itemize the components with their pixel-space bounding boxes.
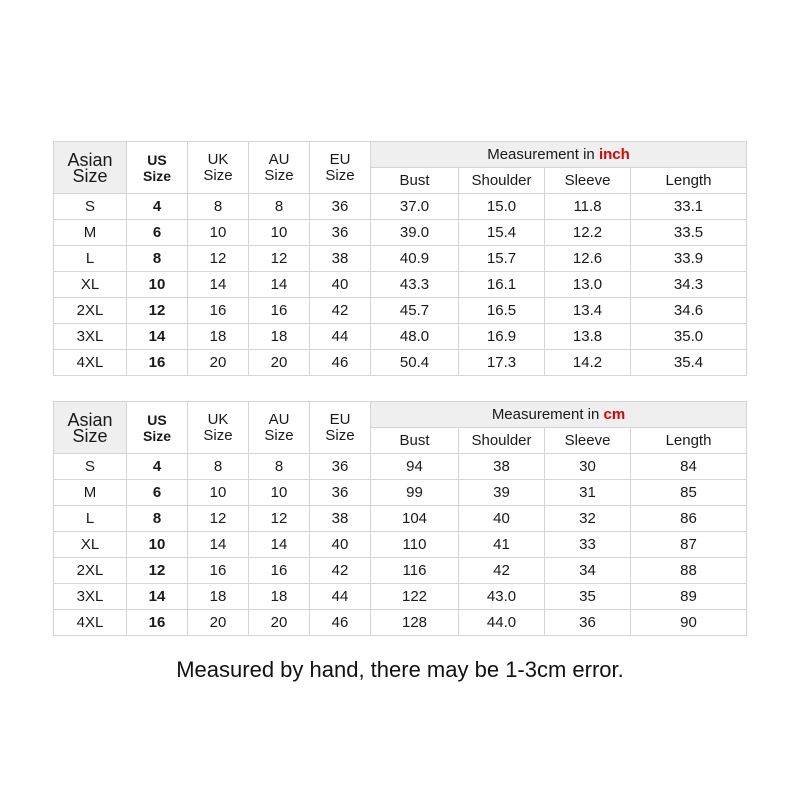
cell-sleeve: 31 <box>545 480 631 506</box>
cell-shoulder: 42 <box>459 558 545 584</box>
cell-us-size: 4 <box>127 194 188 220</box>
cell-length: 34.3 <box>631 272 747 298</box>
cell-eu-size: 36 <box>310 480 371 506</box>
cell-asian-size: M <box>54 480 127 506</box>
cell-uk-size: 10 <box>188 220 249 246</box>
cell-us-size: 6 <box>127 220 188 246</box>
cell-eu-size: 44 <box>310 324 371 350</box>
cell-sleeve: 13.8 <box>545 324 631 350</box>
cell-eu-size: 42 <box>310 298 371 324</box>
cell-au-size: 12 <box>249 506 310 532</box>
cell-sleeve: 33 <box>545 532 631 558</box>
cell-au-size: 8 <box>249 194 310 220</box>
cell-sleeve: 32 <box>545 506 631 532</box>
cell-length: 89 <box>631 584 747 610</box>
table-row <box>54 194 747 220</box>
cell-asian-size: L <box>54 246 127 272</box>
cell-length: 90 <box>631 610 747 636</box>
cell-shoulder: 40 <box>459 506 545 532</box>
cell-au-size: 12 <box>249 246 310 272</box>
cell-bust: 40.9 <box>371 246 459 272</box>
header-au-size: AU Size <box>249 402 310 454</box>
cell-us-size: 14 <box>127 584 188 610</box>
cell-uk-size: 12 <box>188 246 249 272</box>
cell-bust: 110 <box>371 532 459 558</box>
header-eu-size: EU Size <box>310 142 371 194</box>
table-row <box>54 220 747 246</box>
cell-au-size: 18 <box>249 324 310 350</box>
table-row <box>54 584 747 610</box>
cell-bust: 94 <box>371 454 459 480</box>
table-row <box>54 506 747 532</box>
cell-length: 33.1 <box>631 194 747 220</box>
header-shoulder: Shoulder <box>459 168 545 194</box>
table-row <box>54 532 747 558</box>
cell-asian-size: XL <box>54 272 127 298</box>
table-row <box>54 298 747 324</box>
cell-us-size: 10 <box>127 532 188 558</box>
table-row <box>54 610 747 636</box>
cell-us-size: 8 <box>127 506 188 532</box>
cell-uk-size: 18 <box>188 324 249 350</box>
table-row <box>54 324 747 350</box>
cell-us-size: 16 <box>127 350 188 376</box>
cell-length: 33.9 <box>631 246 747 272</box>
cell-length: 33.5 <box>631 220 747 246</box>
cell-eu-size: 46 <box>310 610 371 636</box>
cell-au-size: 14 <box>249 532 310 558</box>
cell-eu-size: 40 <box>310 532 371 558</box>
header-sleeve: Sleeve <box>545 168 631 194</box>
cell-au-size: 18 <box>249 584 310 610</box>
cell-sleeve: 12.2 <box>545 220 631 246</box>
cell-eu-size: 46 <box>310 350 371 376</box>
cell-bust: 104 <box>371 506 459 532</box>
header-bust: Bust <box>371 428 459 454</box>
cell-bust: 116 <box>371 558 459 584</box>
cell-sleeve: 34 <box>545 558 631 584</box>
cell-uk-size: 10 <box>188 480 249 506</box>
cell-eu-size: 36 <box>310 454 371 480</box>
cell-shoulder: 44.0 <box>459 610 545 636</box>
measurement-title: Measurement in inch <box>371 142 747 168</box>
cell-eu-size: 38 <box>310 246 371 272</box>
measurement-title: Measurement in cm <box>371 402 747 428</box>
unit-label: cm <box>603 405 626 423</box>
cell-shoulder: 15.0 <box>459 194 545 220</box>
cell-sleeve: 35 <box>545 584 631 610</box>
cell-shoulder: 43.0 <box>459 584 545 610</box>
cell-asian-size: S <box>54 454 127 480</box>
cell-uk-size: 20 <box>188 610 249 636</box>
size-chart-inch <box>53 141 747 376</box>
cell-sleeve: 12.6 <box>545 246 631 272</box>
cell-length: 35.4 <box>631 350 747 376</box>
cell-us-size: 10 <box>127 272 188 298</box>
cell-length: 34.6 <box>631 298 747 324</box>
cell-au-size: 16 <box>249 298 310 324</box>
cell-shoulder: 15.7 <box>459 246 545 272</box>
cell-eu-size: 42 <box>310 558 371 584</box>
cell-uk-size: 20 <box>188 350 249 376</box>
table-row <box>54 558 747 584</box>
cell-uk-size: 14 <box>188 272 249 298</box>
cell-length: 85 <box>631 480 747 506</box>
cell-us-size: 4 <box>127 454 188 480</box>
cell-bust: 48.0 <box>371 324 459 350</box>
size-chart-cm <box>53 401 747 636</box>
cell-asian-size: 4XL <box>54 350 127 376</box>
header-us-size: US Size <box>127 142 188 194</box>
cell-bust: 37.0 <box>371 194 459 220</box>
header-us-size: US Size <box>127 402 188 454</box>
unit-label: inch <box>598 145 630 163</box>
cell-sleeve: 13.0 <box>545 272 631 298</box>
cell-asian-size: L <box>54 506 127 532</box>
cell-asian-size: 2XL <box>54 558 127 584</box>
cell-shoulder: 16.5 <box>459 298 545 324</box>
header-bust: Bust <box>371 168 459 194</box>
table-row <box>54 246 747 272</box>
cell-length: 84 <box>631 454 747 480</box>
cell-sleeve: 30 <box>545 454 631 480</box>
table-row <box>54 480 747 506</box>
cell-bust: 99 <box>371 480 459 506</box>
cell-asian-size: S <box>54 194 127 220</box>
cell-bust: 45.7 <box>371 298 459 324</box>
cell-au-size: 10 <box>249 220 310 246</box>
cell-bust: 39.0 <box>371 220 459 246</box>
cell-asian-size: 3XL <box>54 584 127 610</box>
table-row <box>54 350 747 376</box>
cell-length: 88 <box>631 558 747 584</box>
cell-uk-size: 18 <box>188 584 249 610</box>
cell-shoulder: 15.4 <box>459 220 545 246</box>
cell-au-size: 20 <box>249 610 310 636</box>
cell-bust: 50.4 <box>371 350 459 376</box>
cell-asian-size: XL <box>54 532 127 558</box>
header-length: Length <box>631 168 747 194</box>
cell-bust: 128 <box>371 610 459 636</box>
cell-uk-size: 12 <box>188 506 249 532</box>
cell-eu-size: 40 <box>310 272 371 298</box>
cell-us-size: 12 <box>127 298 188 324</box>
header-uk-size: UK Size <box>188 402 249 454</box>
cell-sleeve: 13.4 <box>545 298 631 324</box>
table-row <box>54 454 747 480</box>
cell-us-size: 16 <box>127 610 188 636</box>
cell-au-size: 20 <box>249 350 310 376</box>
cell-shoulder: 39 <box>459 480 545 506</box>
cell-shoulder: 16.1 <box>459 272 545 298</box>
cell-us-size: 12 <box>127 558 188 584</box>
header-eu-size: EU Size <box>310 402 371 454</box>
cell-eu-size: 44 <box>310 584 371 610</box>
cell-eu-size: 36 <box>310 194 371 220</box>
cell-asian-size: 2XL <box>54 298 127 324</box>
cell-asian-size: 4XL <box>54 610 127 636</box>
cell-shoulder: 17.3 <box>459 350 545 376</box>
cell-sleeve: 14.2 <box>545 350 631 376</box>
cell-sleeve: 36 <box>545 610 631 636</box>
cell-us-size: 14 <box>127 324 188 350</box>
header-length: Length <box>631 428 747 454</box>
measurement-footnote: Measured by hand, there may be 1-3cm error. <box>176 657 624 682</box>
cell-shoulder: 16.9 <box>459 324 545 350</box>
cell-uk-size: 8 <box>188 194 249 220</box>
cell-us-size: 6 <box>127 480 188 506</box>
cell-uk-size: 16 <box>188 298 249 324</box>
cell-uk-size: 8 <box>188 454 249 480</box>
table-row <box>54 272 747 298</box>
cell-sleeve: 11.8 <box>545 194 631 220</box>
cell-au-size: 8 <box>249 454 310 480</box>
cell-length: 35.0 <box>631 324 747 350</box>
cell-asian-size: 3XL <box>54 324 127 350</box>
cell-bust: 122 <box>371 584 459 610</box>
header-asian-size: Asian Size <box>54 142 127 194</box>
cell-eu-size: 38 <box>310 506 371 532</box>
header-sleeve: Sleeve <box>545 428 631 454</box>
cell-shoulder: 41 <box>459 532 545 558</box>
cell-au-size: 16 <box>249 558 310 584</box>
cell-uk-size: 14 <box>188 532 249 558</box>
cell-length: 87 <box>631 532 747 558</box>
cell-au-size: 14 <box>249 272 310 298</box>
header-asian-size: Asian Size <box>54 402 127 454</box>
cell-uk-size: 16 <box>188 558 249 584</box>
cell-us-size: 8 <box>127 246 188 272</box>
cell-shoulder: 38 <box>459 454 545 480</box>
header-uk-size: UK Size <box>188 142 249 194</box>
header-au-size: AU Size <box>249 142 310 194</box>
cell-eu-size: 36 <box>310 220 371 246</box>
cell-bust: 43.3 <box>371 272 459 298</box>
header-shoulder: Shoulder <box>459 428 545 454</box>
cell-au-size: 10 <box>249 480 310 506</box>
cell-asian-size: M <box>54 220 127 246</box>
cell-length: 86 <box>631 506 747 532</box>
